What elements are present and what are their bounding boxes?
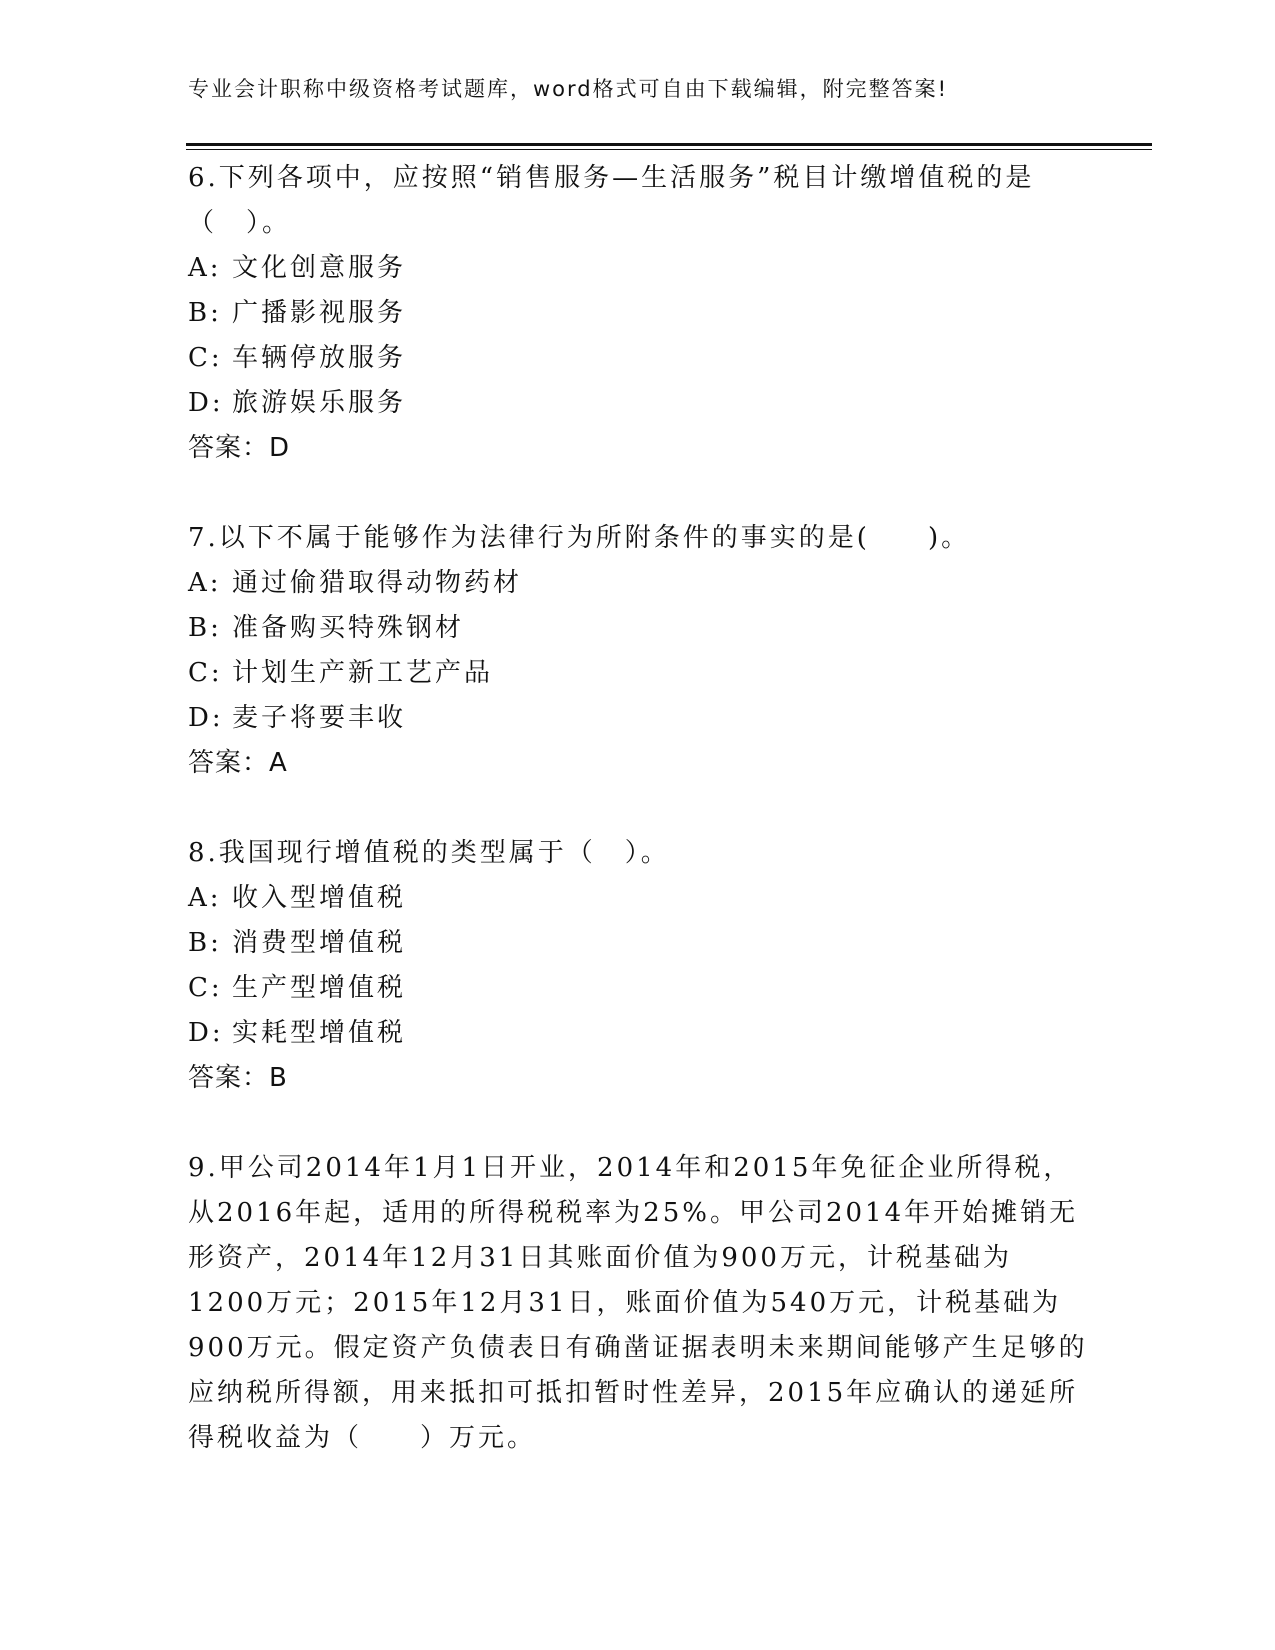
option-text: 广播影视服务 [232, 298, 407, 328]
header-rule-thin [186, 149, 1152, 150]
option-key: A: [188, 883, 222, 913]
question-stem: 8.我国现行增值税的类型属于（ ）。 [188, 838, 670, 868]
option-text: 文化创意服务 [232, 253, 407, 283]
option-key: D: [188, 1018, 224, 1048]
option-a [188, 561, 1088, 606]
option-key: B: [188, 928, 222, 958]
question-6 [188, 156, 1088, 471]
option-key: D: [188, 388, 224, 418]
option-text: 通过偷猎取得动物药材 [232, 568, 523, 598]
option-key: B: [188, 298, 222, 328]
option-key: C: [188, 973, 223, 1003]
answer-text: 答案：A [188, 748, 288, 778]
option-text: 收入型增值税 [232, 883, 407, 913]
question-stem: 9.甲公司2014年1月1日开业，2014年和2015年免征企业所得税，从2016年起，适用的所得税税率为25%。甲公司2014年开始摊销无形资产，2014年12月31日其账面价值为900万元，计税基础为1200万元；2015年12月31日，账面价值为540万元，计税基础为900万元。假定资产负债表日有确凿证据表明未来期间能够产生足够的应纳税所得额，用来抵扣可抵扣暂时性差异，2015年应确认的递延所得税收益为（ ）万元。 [188, 1153, 1088, 1453]
option-a [188, 876, 1088, 921]
answer-text: 答案：B [188, 1063, 288, 1093]
option-key: A: [188, 253, 222, 283]
option-b [188, 606, 1088, 651]
option-text: 生产型增值税 [232, 973, 407, 1003]
option-key: B: [188, 613, 222, 643]
option-d [188, 696, 1088, 741]
option-b [188, 291, 1088, 336]
option-d [188, 381, 1088, 426]
option-c [188, 966, 1088, 1011]
option-c [188, 336, 1088, 381]
option-text: 麦子将要丰收 [232, 703, 407, 733]
question-7 [188, 516, 1088, 786]
question-stem: 7.以下不属于能够作为法律行为所附条件的事实的是( )。 [188, 523, 971, 553]
option-text: 旅游娱乐服务 [232, 388, 407, 418]
question-8 [188, 831, 1088, 1101]
option-text: 消费型增值税 [232, 928, 407, 958]
answer-text: 答案：D [188, 433, 291, 463]
question-stem: 6.下列各项中，应按照“销售服务—生活服务”税目计缴增值税的是（ ）。 [188, 163, 1035, 238]
option-key: D: [188, 703, 224, 733]
option-key: C: [188, 343, 223, 373]
question-9 [188, 1146, 1088, 1461]
option-text: 实耗型增值税 [232, 1018, 407, 1048]
question-list [188, 156, 1088, 1506]
option-text: 准备购买特殊钢材 [232, 613, 465, 643]
option-text: 车辆停放服务 [232, 343, 407, 373]
option-b [188, 921, 1088, 966]
header-rule-thick [186, 143, 1152, 146]
page-header: 专业会计职称中级资格考试题库，word格式可自由下载编辑，附完整答案! [188, 77, 949, 101]
option-text: 计划生产新工艺产品 [232, 658, 494, 688]
option-key: C: [188, 658, 223, 688]
option-c [188, 651, 1088, 696]
option-key: A: [188, 568, 222, 598]
option-d [188, 1011, 1088, 1056]
option-a [188, 246, 1088, 291]
